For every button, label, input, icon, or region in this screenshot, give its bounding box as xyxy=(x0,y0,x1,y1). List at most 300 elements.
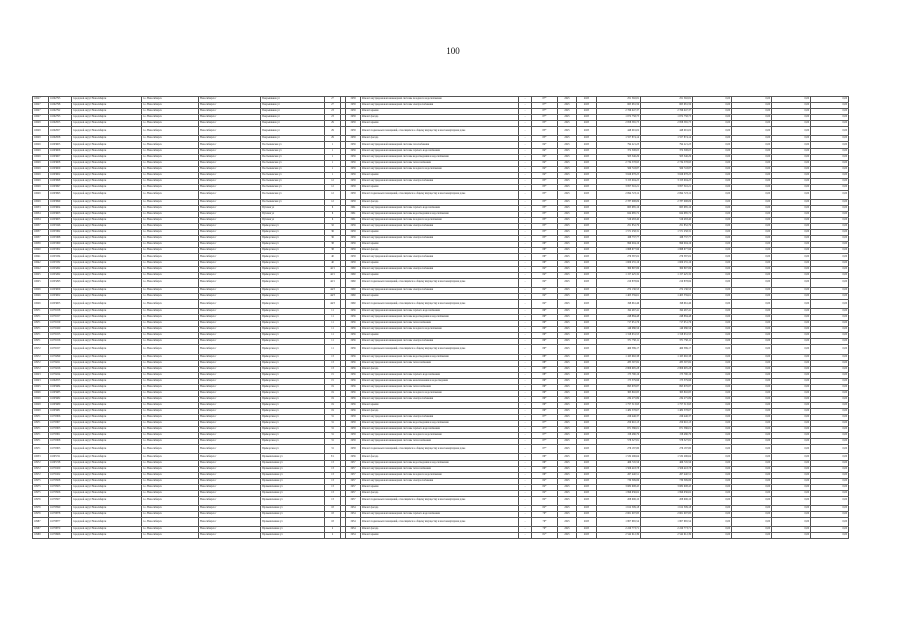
cell-total-cost: 2 542 912,39 xyxy=(597,533,641,539)
cell-wear-percent: 85* xyxy=(532,184,558,190)
cell-locality: Новосибирск г xyxy=(199,260,261,266)
cell-flag: - xyxy=(519,427,532,433)
table-row xyxy=(33,127,849,136)
cell-street: Приморская ул xyxy=(261,333,325,339)
cell-house-number: 13 xyxy=(325,484,341,490)
cell-local-cost: 0,00 xyxy=(772,315,811,321)
cell-flag: - xyxy=(519,212,532,218)
cell-year-end: 2025 xyxy=(577,345,597,354)
cell-municipality: городской округ Новосибирск xyxy=(72,402,142,408)
cell-row-id: 10622 xyxy=(33,266,49,272)
cell-local-cost: 0,00 xyxy=(772,154,811,160)
cell-fund-cost: 665 985,16 xyxy=(641,206,693,212)
cell-regional-cost: 0,00 xyxy=(732,478,772,484)
cell-municipality: городской округ Новосибирск xyxy=(72,505,142,511)
cell-regional-cost: 0,00 xyxy=(732,148,772,154)
cell-flag: - xyxy=(519,339,532,345)
cell-total-cost: 1 612 309,18 xyxy=(597,505,641,511)
cell-house-number: 44/3 xyxy=(325,293,341,299)
cell-house-number: 40 xyxy=(325,260,341,266)
cell-object-code: 11079224 xyxy=(49,372,72,378)
cell-year-end: 2025 xyxy=(577,200,597,206)
cell-owner-cost: 0,00 xyxy=(811,190,849,199)
cell-locality: Новосибирск г xyxy=(199,200,261,206)
cell-street: Покрышкина ул xyxy=(261,103,325,109)
cell-federal-cost: 0,00 xyxy=(693,518,732,527)
cell-row-id: 10972 xyxy=(33,466,49,472)
cell-house-number: 11 xyxy=(325,321,341,327)
cell-wear-percent: 85* xyxy=(532,178,558,184)
cell-district: г.о. Новосибирск xyxy=(142,266,199,272)
cell-year-built: 1958 xyxy=(346,103,361,109)
cell-local-cost: 0,00 xyxy=(772,505,811,511)
cell-owner-cost: 0,00 xyxy=(811,484,849,490)
cell-wear-percent: 79* xyxy=(532,527,558,533)
cell-year-start: 2025 xyxy=(558,299,577,308)
cell-federal-cost: 0,00 xyxy=(693,321,732,327)
cell-fund-cost: 2 806 995,28 xyxy=(641,366,693,372)
cell-year-start: 2025 xyxy=(558,218,577,224)
cell-regional-cost: 0,00 xyxy=(732,184,772,190)
cell-locality: Новосибирск г xyxy=(199,184,261,190)
cell-row-id: 10972 xyxy=(33,354,49,360)
cell-row-id: 10971 xyxy=(33,321,49,327)
cell-object-code: 11003262 xyxy=(49,266,72,272)
cell-municipality: городской округ Новосибирск xyxy=(72,384,142,390)
cell-year-built: 1959 xyxy=(346,236,361,242)
cell-object-code: 11079226 xyxy=(49,366,72,372)
cell-year-end: 2025 xyxy=(577,527,597,533)
cell-flag: - xyxy=(519,345,532,354)
cell-work-type: Ремонт внутридомовой инженерной системы электроснабжения xyxy=(361,103,519,109)
cell-fund-cost: 1 318 631,55 xyxy=(641,333,693,339)
cell-work-type: Ремонт внутридомовой инженерной системы горячего водоснабжения xyxy=(361,206,519,212)
cell-street: Покрышкина ул xyxy=(261,109,325,115)
cell-owner-cost: 0,00 xyxy=(811,103,849,109)
cell-owner-cost: 0,00 xyxy=(811,409,849,415)
cell-owner-cost: 0,00 xyxy=(811,287,849,293)
cell-municipality: городской округ Новосибирск xyxy=(72,472,142,478)
cell-year-start: 2025 xyxy=(558,242,577,248)
cell-local-cost: 0,00 xyxy=(772,218,811,224)
cell-district: г.о. Новосибирск xyxy=(142,154,199,160)
cell-district: г.о. Новосибирск xyxy=(142,309,199,315)
cell-row-id: 10629 xyxy=(33,172,49,178)
cell-local-cost: 0,00 xyxy=(772,478,811,484)
cell-year-end: 2025 xyxy=(577,454,597,460)
cell-year-start: 2025 xyxy=(558,478,577,484)
cell-row-id: 10623 xyxy=(33,372,49,378)
cell-local-cost: 0,00 xyxy=(772,378,811,384)
cell-fund-cost: 3 626 978,25 xyxy=(641,172,693,178)
cell-owner-cost: 0,00 xyxy=(811,496,849,505)
cell-year-built: 1958 xyxy=(346,439,361,445)
cell-regional-cost: 0,00 xyxy=(732,333,772,339)
cell-street: Промышленная ул xyxy=(261,527,325,533)
cell-fund-cost: 1 996 936,62 xyxy=(641,490,693,496)
cell-house-number: 13 xyxy=(325,490,341,496)
cell-local-cost: 0,00 xyxy=(772,242,811,248)
cell-row-id: 10971 xyxy=(33,445,49,454)
cell-year-start: 2025 xyxy=(558,278,577,287)
cell-row-id: 10634 xyxy=(33,212,49,218)
cell-row-id: 10626 xyxy=(33,299,49,308)
cell-wear-percent: 84* xyxy=(532,166,558,172)
cell-owner-cost: 0,00 xyxy=(811,415,849,421)
cell-work-type: Ремонт внутридомовой инженерной системы теплоснабжения xyxy=(361,466,519,472)
cell-year-built: 1956 xyxy=(346,339,361,345)
cell-municipality: городской округ Новосибирск xyxy=(72,321,142,327)
cell-district: г.о. Новосибирск xyxy=(142,439,199,445)
cell-work-type: Ремонт фасада xyxy=(361,527,519,533)
cell-owner-cost: 0,00 xyxy=(811,490,849,496)
cell-house-number: 40 xyxy=(325,254,341,260)
cell-year-start: 2025 xyxy=(558,421,577,427)
cell-locality: Новосибирск г xyxy=(199,354,261,360)
cell-work-type: Ремонт внутридомовой инженерной системы холодного водоснабжения xyxy=(361,390,519,396)
cell-street: Приморская ул xyxy=(261,390,325,396)
cell-year-built: 1958 xyxy=(346,121,361,127)
cell-municipality: городской округ Новосибирск xyxy=(72,327,142,333)
cell-year-end: 2025 xyxy=(577,366,597,372)
cell-regional-cost: 0,00 xyxy=(732,345,772,354)
cell-municipality: городской округ Новосибирск xyxy=(72,200,142,206)
cell-street: Постышевская ул xyxy=(261,172,325,178)
cell-federal-cost: 0,00 xyxy=(693,409,732,415)
cell-local-cost: 0,00 xyxy=(772,484,811,490)
cell-work-type: Ремонт фасада xyxy=(361,454,519,460)
cell-local-cost: 0,00 xyxy=(772,366,811,372)
cell-flag: - xyxy=(519,242,532,248)
cell-district: г.о. Новосибирск xyxy=(142,127,199,136)
cell-owner-cost: 0,00 xyxy=(811,200,849,206)
cell-flag: - xyxy=(519,190,532,199)
cell-municipality: городской округ Новосибирск xyxy=(72,212,142,218)
cell-regional-cost: 0,00 xyxy=(732,327,772,333)
cell-owner-cost: 0,00 xyxy=(811,218,849,224)
cell-flag: - xyxy=(519,299,532,308)
cell-year-built: 1956 xyxy=(346,366,361,372)
cell-total-cost: 1 672 758,75 xyxy=(597,115,641,121)
cell-wear-percent: 87* xyxy=(532,421,558,427)
cell-row-id: 10642 xyxy=(33,260,49,266)
cell-flag: - xyxy=(519,184,532,190)
cell-object-code: 11079966 xyxy=(49,533,72,539)
cell-wear-percent: 89* xyxy=(532,309,558,315)
cell-object-code: 11079159 xyxy=(49,321,72,327)
cell-object-code: 11003002 xyxy=(49,293,72,299)
cell-owner-cost: 0,00 xyxy=(811,115,849,121)
cell-year-start: 2025 xyxy=(558,172,577,178)
cell-wear-percent: 86* xyxy=(532,242,558,248)
cell-year-end: 2025 xyxy=(577,121,597,127)
cell-flag: - xyxy=(519,518,532,527)
cell-object-code: 11079155 xyxy=(49,333,72,339)
cell-local-cost: 0,00 xyxy=(772,466,811,472)
cell-street: Покрышкина ул xyxy=(261,121,325,127)
cell-local-cost: 0,00 xyxy=(772,272,811,278)
cell-owner-cost: 0,00 xyxy=(811,527,849,533)
cell-house-number: 23 xyxy=(325,115,341,121)
cell-district: г.о. Новосибирск xyxy=(142,299,199,308)
cell-row-id: 10637 xyxy=(33,224,49,230)
cell-year-end: 2025 xyxy=(577,496,597,505)
cell-district: г.о. Новосибирск xyxy=(142,466,199,472)
cell-street: Промышленная ул xyxy=(261,478,325,484)
cell-year-built: 1957 xyxy=(346,490,361,496)
cell-municipality: городской округ Новосибирск xyxy=(72,484,142,490)
cell-year-end: 2025 xyxy=(577,136,597,142)
cell-work-type: Ремонт внутридомовой инженерной системы электроснабжения xyxy=(361,415,519,421)
cell-regional-cost: 0,00 xyxy=(732,315,772,321)
cell-flag: - xyxy=(519,154,532,160)
cell-house-number: 32 xyxy=(325,224,341,230)
cell-work-type: Ремонт внутридомовой инженерной системы электроснабжения xyxy=(361,224,519,230)
cell-row-id: 10629 xyxy=(33,166,49,172)
cell-district: г.о. Новосибирск xyxy=(142,136,199,142)
cell-street: Приморская ул xyxy=(261,287,325,293)
cell-year-end: 2025 xyxy=(577,166,597,172)
cell-work-type: Ремонт внутридомовой инженерной системы электроснабжения xyxy=(361,339,519,345)
cell-federal-cost: 0,00 xyxy=(693,206,732,212)
cell-district: г.о. Новосибирск xyxy=(142,354,199,360)
cell-wear-percent: 84* xyxy=(532,172,558,178)
cell-regional-cost: 0,00 xyxy=(732,230,772,236)
cell-regional-cost: 0,00 xyxy=(732,518,772,527)
cell-year-end: 2025 xyxy=(577,466,597,472)
cell-regional-cost: 0,00 xyxy=(732,433,772,439)
cell-fund-cost: 1 482 578,67 xyxy=(641,409,693,415)
cell-wear-percent: 83* xyxy=(532,206,558,212)
cell-municipality: городской округ Новосибирск xyxy=(72,142,142,148)
cell-owner-cost: 0,00 xyxy=(811,472,849,478)
cell-object-code: 11003360 xyxy=(49,242,72,248)
cell-local-cost: 0,00 xyxy=(772,309,811,315)
cell-street: Постышевская ул xyxy=(261,160,325,166)
cell-street: Приморская ул xyxy=(261,242,325,248)
cell-municipality: городской округ Новосибирск xyxy=(72,236,142,242)
cell-work-type: Ремонт фасада xyxy=(361,200,519,206)
cell-locality: Новосибирск г xyxy=(199,309,261,315)
cell-street: Промышленная ул xyxy=(261,490,325,496)
cell-federal-cost: 0,00 xyxy=(693,224,732,230)
cell-total-cost: 210 878,84 xyxy=(597,278,641,287)
cell-house-number: 18 xyxy=(325,518,341,527)
cell-owner-cost: 0,00 xyxy=(811,402,849,408)
cell-local-cost: 0,00 xyxy=(772,454,811,460)
cell-house-number: 13 xyxy=(325,460,341,466)
cell-owner-cost: 0,00 xyxy=(811,354,849,360)
cell-locality: Новосибирск г xyxy=(199,496,261,505)
cell-owner-cost: 0,00 xyxy=(811,242,849,248)
cell-object-code: 11079102 xyxy=(49,472,72,478)
cell-year-end: 2025 xyxy=(577,445,597,454)
cell-row-id: 10971 xyxy=(33,315,49,321)
cell-district: г.о. Новосибирск xyxy=(142,272,199,278)
cell-year-start: 2025 xyxy=(558,333,577,339)
cell-local-cost: 0,00 xyxy=(772,527,811,533)
cell-year-start: 2025 xyxy=(558,372,577,378)
cell-locality: Новосибирск г xyxy=(199,224,261,230)
cell-fund-cost: 999 004,16 xyxy=(641,242,693,248)
cell-fund-cost: 519 483,40 xyxy=(641,218,693,224)
cell-year-end: 2025 xyxy=(577,472,597,478)
cell-row-id: 10971 xyxy=(33,433,49,439)
cell-owner-cost: 0,00 xyxy=(811,460,849,466)
cell-locality: Новосибирск г xyxy=(199,278,261,287)
cell-total-cost: 448 091,02 xyxy=(597,127,641,136)
cell-district: г.о. Новосибирск xyxy=(142,533,199,539)
cell-object-code: 11062958 xyxy=(49,136,72,142)
cell-year-end: 2025 xyxy=(577,421,597,427)
cell-locality: Новосибирск г xyxy=(199,97,261,103)
cell-regional-cost: 0,00 xyxy=(732,121,772,127)
cell-year-built: 1956 xyxy=(346,315,361,321)
cell-street: Постышевская ул xyxy=(261,166,325,172)
cell-year-end: 2025 xyxy=(577,109,597,115)
cell-wear-percent: 86* xyxy=(532,460,558,466)
cell-wear-percent: 88* xyxy=(532,360,558,366)
cell-wear-percent: 83* xyxy=(532,212,558,218)
cell-work-type: Ремонт крыши xyxy=(361,172,519,178)
cell-total-cost: 175 790,16 xyxy=(597,372,641,378)
cell-district: г.о. Новосибирск xyxy=(142,460,199,466)
cell-locality: Новосибирск г xyxy=(199,345,261,354)
cell-federal-cost: 0,00 xyxy=(693,299,732,308)
cell-year-end: 2025 xyxy=(577,260,597,266)
cell-object-code: 11065984 xyxy=(49,384,72,390)
cell-house-number: 18 xyxy=(325,512,341,518)
cell-street: Приморская ул xyxy=(261,266,325,272)
cell-street: Приморская ул xyxy=(261,360,325,366)
cell-regional-cost: 0,00 xyxy=(732,299,772,308)
cell-municipality: городской округ Новосибирск xyxy=(72,527,142,533)
cell-street: Приморская ул xyxy=(261,327,325,333)
cell-local-cost: 0,00 xyxy=(772,372,811,378)
cell-year-built: 1956 xyxy=(346,390,361,396)
cell-work-type: Ремонт подвальных помещений, относящихся к общему имуществу в многоквартирном доме xyxy=(361,127,519,136)
cell-wear-percent: 87* xyxy=(532,97,558,103)
cell-street: Приморская ул xyxy=(261,236,325,242)
cell-wear-percent: 84* xyxy=(532,299,558,308)
cell-year-start: 2025 xyxy=(558,354,577,360)
cell-year-start: 2025 xyxy=(558,533,577,539)
cell-house-number: 18 xyxy=(325,505,341,511)
cell-total-cost: 671 586,01 xyxy=(597,427,641,433)
cell-year-built: 1956 xyxy=(346,372,361,378)
cell-federal-cost: 0,00 xyxy=(693,272,732,278)
table-row xyxy=(33,518,849,527)
cell-federal-cost: 0,00 xyxy=(693,415,732,421)
cell-local-cost: 0,00 xyxy=(772,148,811,154)
cell-federal-cost: 0,00 xyxy=(693,309,732,315)
cell-owner-cost: 0,00 xyxy=(811,339,849,345)
cell-year-end: 2025 xyxy=(577,218,597,224)
cell-work-type: Ремонт внутридомовой инженерной системы водоотведения и водоснабжения xyxy=(361,212,519,218)
cell-house-number: 12 xyxy=(325,178,341,184)
cell-year-end: 2025 xyxy=(577,402,597,408)
cell-locality: Новосибирск г xyxy=(199,287,261,293)
cell-flag: - xyxy=(519,372,532,378)
cell-object-code: 11003362 xyxy=(49,230,72,236)
cell-local-cost: 0,00 xyxy=(772,166,811,172)
cell-district: г.о. Новосибирск xyxy=(142,224,199,230)
cell-total-cost: 1 807 665,54 xyxy=(597,518,641,527)
cell-object-code: 11079506 xyxy=(49,490,72,496)
cell-federal-cost: 0,00 xyxy=(693,236,732,242)
cell-fund-cost: 2 734 578,95 xyxy=(641,160,693,166)
cell-street: Приморская ул xyxy=(261,421,325,427)
cell-federal-cost: 0,00 xyxy=(693,184,732,190)
cell-locality: Новосибирск г xyxy=(199,396,261,402)
cell-municipality: городской округ Новосибирск xyxy=(72,490,142,496)
cell-fund-cost: 1 571 258,31 xyxy=(641,230,693,236)
cell-district: г.о. Новосибирск xyxy=(142,160,199,166)
cell-district: г.о. Новосибирск xyxy=(142,115,199,121)
cell-year-start: 2025 xyxy=(558,512,577,518)
cell-year-built: 1959 xyxy=(346,142,361,148)
cell-object-code: 11079877 xyxy=(49,518,72,527)
cell-local-cost: 0,00 xyxy=(772,533,811,539)
cell-regional-cost: 0,00 xyxy=(732,490,772,496)
cell-local-cost: 0,00 xyxy=(772,439,811,445)
cell-owner-cost: 0,00 xyxy=(811,299,849,308)
cell-fund-cost: 717 951,76 xyxy=(641,321,693,327)
cell-year-start: 2025 xyxy=(558,472,577,478)
cell-owner-cost: 0,00 xyxy=(811,260,849,266)
cell-wear-percent: 84* xyxy=(532,278,558,287)
cell-total-cost: 1 157 425,32 xyxy=(597,272,641,278)
cell-year-end: 2025 xyxy=(577,184,597,190)
cell-wear-percent: 85* xyxy=(532,236,558,242)
cell-object-code: 11079878 xyxy=(49,512,72,518)
cell-year-end: 2025 xyxy=(577,154,597,160)
cell-fund-cost: 3 682 908,45 xyxy=(641,484,693,490)
cell-street: Покрышкина ул xyxy=(261,127,325,136)
cell-wear-percent: 79* xyxy=(532,518,558,527)
cell-owner-cost: 0,00 xyxy=(811,212,849,218)
cell-owner-cost: 0,00 xyxy=(811,254,849,260)
cell-wear-percent: 88* xyxy=(532,372,558,378)
cell-locality: Новосибирск г xyxy=(199,109,261,115)
cell-house-number: 1 xyxy=(325,166,341,172)
cell-locality: Новосибирск г xyxy=(199,190,261,199)
cell-total-cost: 248 884,48 xyxy=(597,315,641,321)
cell-district: г.о. Новосибирск xyxy=(142,260,199,266)
cell-year-built: 1954 xyxy=(346,527,361,533)
cell-owner-cost: 0,00 xyxy=(811,172,849,178)
cell-owner-cost: 0,00 xyxy=(811,433,849,439)
cell-flag: - xyxy=(519,236,532,242)
cell-wear-percent: 87* xyxy=(532,439,558,445)
cell-municipality: городской округ Новосибирск xyxy=(72,178,142,184)
cell-street: Покрышкина ул xyxy=(261,115,325,121)
cell-federal-cost: 0,00 xyxy=(693,472,732,478)
cell-object-code: 11079308 xyxy=(49,439,72,445)
cell-municipality: городской округ Новосибирск xyxy=(72,190,142,199)
cell-year-built: 1958 xyxy=(346,109,361,115)
cell-year-end: 2025 xyxy=(577,327,597,333)
cell-locality: Новосибирск г xyxy=(199,384,261,390)
cell-total-cost: 665 985,16 xyxy=(597,206,641,212)
cell-house-number: 38 xyxy=(325,242,341,248)
cell-year-built: 1958 xyxy=(346,433,361,439)
cell-row-id: 10972 xyxy=(33,345,49,354)
cell-work-type: Ремонт внутридомовой инженерной системы электроснабжения xyxy=(361,236,519,242)
cell-municipality: городской округ Новосибирск xyxy=(72,166,142,172)
cell-house-number: 15 xyxy=(325,378,341,384)
cell-district: г.о. Новосибирск xyxy=(142,206,199,212)
